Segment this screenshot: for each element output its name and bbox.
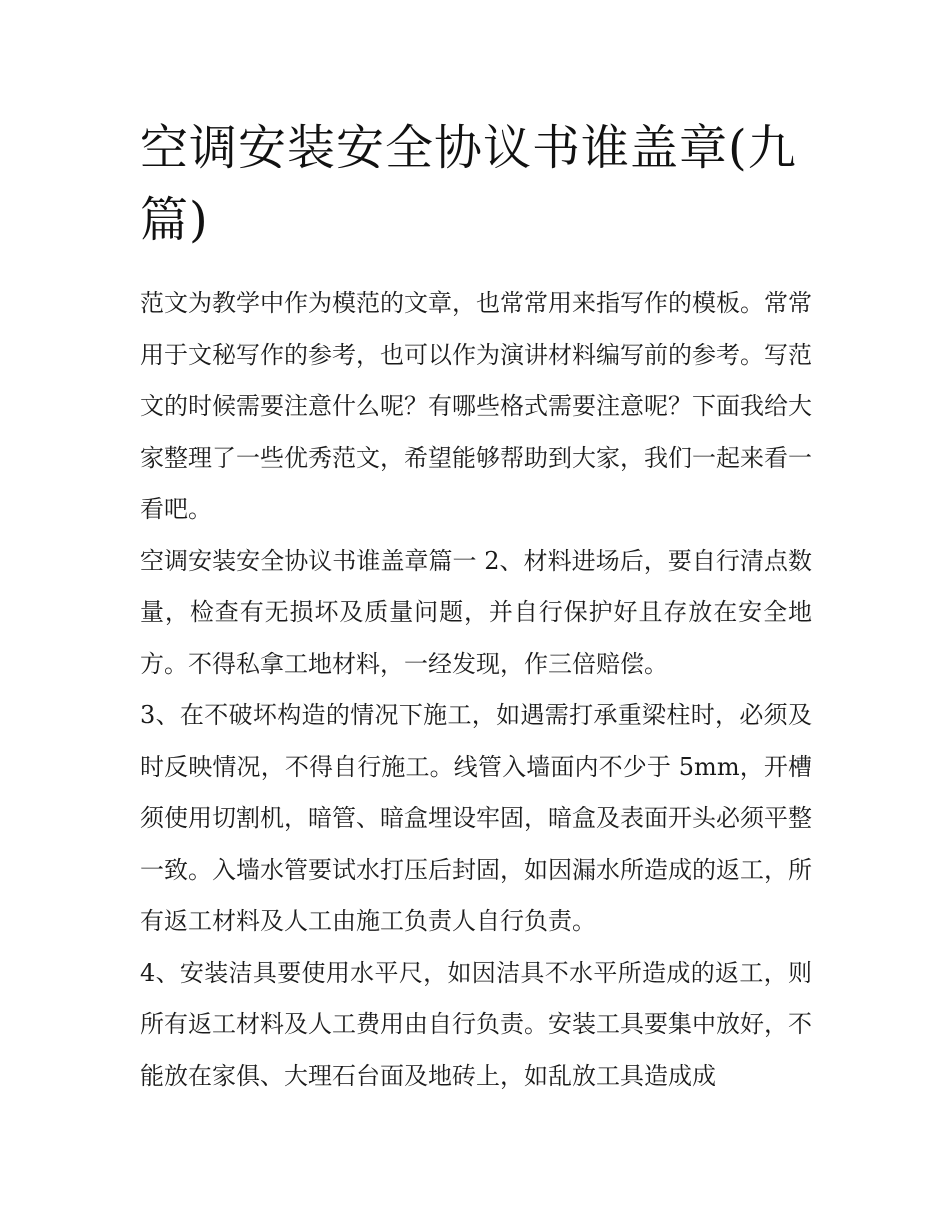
document-title: 空调安装安全协议书谁盖章(九篇) bbox=[140, 120, 797, 248]
paragraph-intro: 范文为教学中作为模范的文章，也常常用来指写作的模板。常常用于文秘写作的参考，也可以作为演讲材料编写前的参考。写范文的时候需要注意什么呢？有哪些格式需要注意呢？下面我给大家整理了一些优秀范文，希望能够帮助到大家，我们一起来看一看吧。 bbox=[140, 289, 812, 523]
paragraph-item-3: 3、在不破坏构造的情况下施工，如遇需打承重梁柱时，必须及时反映情况，不得自行施工。线管入墙面内不少于 5mm，开槽须使用切割机，暗管、暗盒埋设牢固，暗盒及表面开头必须平整一致。入墙水管要试水打压后封固，如因漏水所造成的返工，所有返工材料及人工由施工负责人自行负责。 bbox=[140, 701, 812, 935]
paragraph-section-one: 空调安装安全协议书谁盖章篇一 2、材料进场后，要自行清点数量，检查有无损坏及质量问题，并自行保护好且存放在安全地方。不得私拿工地材料，一经发现，作三倍赔偿。 bbox=[140, 546, 812, 678]
document-body bbox=[140, 278, 812, 1102]
paragraph-item-4: 4、安装洁具要使用水平尺，如因洁具不水平所造成的返工，则所有返工材料及人工费用由自行负责。安装工具要集中放好，不能放在家俱、大理石台面及地砖上，如乱放工具造成成 bbox=[140, 958, 812, 1090]
